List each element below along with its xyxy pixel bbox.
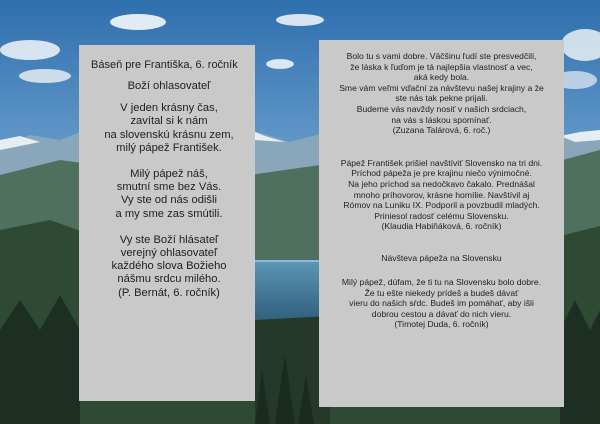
message-line: Priniesol radosť celému Slovensku. xyxy=(374,210,509,221)
message-line: Budeme vás navždy nosiť v našich srdciach, xyxy=(356,103,527,114)
message-line: aká kedy bola. xyxy=(413,72,470,83)
poem-line: Vy ste od nás odišli xyxy=(121,194,217,207)
message-line: vieru do našich sŕdc. Budeš im pomáhať, aby išli xyxy=(349,298,534,309)
message-line: na vás s láskou spomínať. xyxy=(391,114,492,125)
message-zuzana xyxy=(325,51,558,136)
message-line: Milý pápež, dúfam, že ti tu na Slovensku bolo dobre. xyxy=(341,276,542,287)
messages-panel xyxy=(319,40,564,407)
poem-line: milý pápež František. xyxy=(116,141,222,154)
message-author: (Timotej Duda, 6. ročník) xyxy=(394,319,489,330)
stanza-2 xyxy=(91,168,247,221)
message-line: Príchod pápeža je pre krajinu niečo výnimočné. xyxy=(351,168,532,179)
message-klaudia xyxy=(325,158,558,232)
poem-panel xyxy=(79,45,255,401)
poem-title: Báseň pre Františka, 6. ročník xyxy=(91,59,238,71)
message-line: ste nás tak pekne prijali. xyxy=(395,93,488,104)
message-line: Že tu ešte niekedy prídeš a budeš dávať xyxy=(364,287,519,298)
poem-subtitle: Boží ohlasovateľ xyxy=(127,80,211,92)
message-line: Sme vám veľmi vďační za návštevu našej krajiny a že xyxy=(339,82,544,93)
poem-line: zavítal si k nám xyxy=(130,115,208,128)
message-line: Bolo tu s vami dobre. Väčšinu ľudí ste presvedčili, xyxy=(346,51,537,61)
message-line: dobrou cestou a dávať do nich vieru. xyxy=(371,308,512,319)
message-author: (Zuzana Talárová, 6. roč.) xyxy=(392,125,491,136)
poem-line: Milý pápež náš, xyxy=(130,168,208,181)
section-title: Návšteva pápeža na Slovensku xyxy=(381,252,502,263)
message-line: Rómov na Luniku IX. Podporil a povzbudil mladých. xyxy=(343,200,540,211)
message-timotej xyxy=(325,277,558,330)
stanza-3 xyxy=(91,234,247,300)
stanza-1 xyxy=(91,102,247,155)
poem-line: V jeden krásny čas, xyxy=(120,102,218,115)
poem-line: nášmu srdcu milého. xyxy=(117,273,221,286)
message-line: Na jeho príchod sa nedočkavo čakalo. Prednášal xyxy=(348,178,535,189)
poem-line: smutní sme bez Vás. xyxy=(116,181,222,194)
message-line: že láska k ľuďom je tá najlepšia vlastnosť a vec, xyxy=(350,61,533,72)
poem-line: verejný ohlasovateľ xyxy=(120,247,218,260)
poem-line: každého slova Božieho xyxy=(111,260,227,273)
poem-line: na slovenskú krásnu zem, xyxy=(104,128,234,141)
message-line: Pápež František prišiel navštíviť Slovensko na tri dni. xyxy=(340,157,543,168)
poem-author: (P. Bernát, 6. ročník) xyxy=(118,286,220,299)
poem-line: Vy ste Boží hlásateľ xyxy=(119,233,219,246)
message-line: mnoho príhovorov, krásne homílie. Navštívil aj xyxy=(353,189,530,200)
message-author: (Klaudia Habiňáková, 6. ročník) xyxy=(381,221,502,232)
poem-line: a my sme zas smútili. xyxy=(115,207,223,220)
